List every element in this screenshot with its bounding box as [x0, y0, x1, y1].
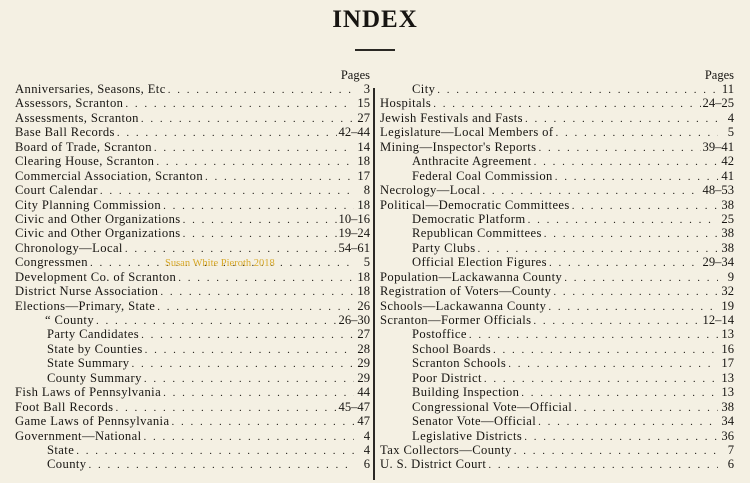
index-entry-page: 44 — [357, 385, 370, 400]
index-entry-label: Fish Laws of Pennsylvania — [15, 385, 162, 400]
index-entry-page: 42–44 — [338, 125, 370, 140]
index-entry-page: 26 — [357, 298, 370, 313]
index-entry — [380, 82, 734, 96]
index-entry — [15, 82, 370, 96]
index-entry-page: 6 — [727, 457, 734, 472]
dot-leader — [525, 112, 718, 126]
index-entry-page: 28 — [357, 341, 370, 356]
index-entry-page: 47 — [357, 414, 370, 429]
dot-leader — [125, 242, 337, 256]
dot-leader — [157, 300, 354, 314]
index-entry — [15, 299, 370, 313]
index-entry-label: State Summary — [47, 356, 130, 371]
index-entry-page: 13 — [721, 370, 734, 385]
index-entry — [380, 96, 734, 110]
index-entry-page: 9 — [727, 269, 734, 284]
index-entry — [15, 125, 370, 139]
index-entry-label: Party Clubs — [412, 240, 476, 255]
dot-leader — [533, 314, 700, 328]
dot-leader — [163, 386, 354, 400]
index-entry — [15, 226, 370, 240]
index-entry-label: Government—National — [15, 428, 142, 443]
dot-leader — [549, 256, 701, 270]
index-entry — [380, 270, 734, 284]
dot-leader — [144, 372, 354, 386]
dot-leader — [524, 430, 718, 444]
dot-leader — [141, 112, 354, 126]
index-entry — [380, 111, 734, 125]
dot-leader — [154, 141, 354, 155]
index-entry — [380, 125, 734, 139]
index-entry-page: 27 — [357, 327, 370, 342]
index-entry-label: Population—Lackawanna County — [380, 269, 563, 284]
index-entry-page: 54–61 — [338, 240, 370, 255]
index-entry-label: County — [47, 457, 87, 472]
index-entry — [380, 429, 734, 443]
dot-leader — [538, 415, 718, 429]
dot-leader — [478, 242, 718, 256]
index-entry — [380, 371, 734, 385]
index-entry — [380, 443, 734, 457]
index-entry — [15, 371, 370, 385]
pages-header-left: Pages — [340, 68, 370, 82]
index-entry — [15, 385, 370, 399]
dot-leader — [76, 444, 354, 458]
dot-leader — [437, 83, 718, 97]
index-entry-label: Legislature—Local Members of — [380, 125, 554, 140]
index-entry-page: 29–34 — [702, 255, 734, 270]
index-entry — [380, 299, 734, 313]
dot-leader — [493, 343, 718, 357]
dot-leader — [132, 357, 354, 371]
index-entry-label: Official Election Figures — [412, 255, 547, 270]
index-entry-label: Commercial Association, Scranton — [15, 168, 204, 183]
index-entry — [15, 429, 370, 443]
dot-leader — [96, 314, 336, 328]
index-entry — [380, 342, 734, 356]
dot-leader — [171, 415, 354, 429]
dot-leader — [482, 184, 700, 198]
index-entry — [15, 270, 370, 284]
index-entry — [380, 198, 734, 212]
dot-leader — [534, 155, 718, 169]
index-entry — [380, 226, 734, 240]
index-entry-page: 36 — [721, 428, 734, 443]
index-entry-label: Court Calendar — [15, 183, 98, 198]
index-entry-label: Chronology—Local — [15, 240, 123, 255]
index-entry-page: 4 — [727, 110, 734, 125]
index-entry — [15, 183, 370, 197]
column-divider — [373, 88, 375, 480]
index-entry-page: 4 — [363, 442, 370, 457]
index-entry-label: Foot Ball Records — [15, 399, 114, 414]
index-column-left — [15, 68, 370, 472]
index-entry — [15, 284, 370, 298]
index-entry-page: 10–16 — [338, 211, 370, 226]
index-entry-page: 41 — [721, 168, 734, 183]
dot-leader — [115, 401, 336, 415]
page-title: INDEX — [332, 6, 418, 33]
index-entry-page: 18 — [357, 284, 370, 299]
index-entry-page: 18 — [357, 197, 370, 212]
dot-leader — [156, 155, 354, 169]
index-entry-label: Poor District — [412, 370, 482, 385]
index-entry-label: Registration of Voters—County — [380, 284, 552, 299]
index-entry — [380, 284, 734, 298]
dot-leader — [555, 170, 718, 184]
index-entry-label: Civic and Other Organizations — [15, 226, 181, 241]
index-entry-page: 5 — [727, 125, 734, 140]
index-entry — [380, 356, 734, 370]
index-entry-page: 38 — [721, 226, 734, 241]
index-entry-page: 17 — [357, 168, 370, 183]
dot-leader — [484, 372, 718, 386]
dot-leader — [178, 271, 354, 285]
dot-leader — [145, 343, 354, 357]
dot-leader — [160, 285, 354, 299]
index-entry-page: 45–47 — [338, 399, 370, 414]
index-entry — [15, 241, 370, 255]
index-entry-page: 38 — [721, 240, 734, 255]
index-entry-page: 16 — [721, 341, 734, 356]
index-entry-page: 18 — [357, 154, 370, 169]
index-entry-label: Mining—Inspector's Reports — [380, 139, 537, 154]
dot-leader — [521, 386, 718, 400]
dot-leader — [508, 357, 718, 371]
index-entry-label: Schools—Lackawanna County — [380, 298, 547, 313]
index-entry-page: 13 — [721, 327, 734, 342]
index-entry-page: 19–24 — [338, 226, 370, 241]
index-entry-page: 15 — [357, 96, 370, 111]
index-entry-label: City — [412, 82, 436, 96]
index-entry-page: 18 — [357, 269, 370, 284]
index-entry — [15, 154, 370, 168]
index-entry — [380, 169, 734, 183]
index-entry-page: 5 — [363, 255, 370, 270]
index-entry — [380, 140, 734, 154]
index-entry-label: Assessors, Scranton — [15, 96, 124, 111]
index-entry-label: Base Ball Records — [15, 125, 115, 140]
index-entry-label: State — [47, 442, 75, 457]
dot-leader — [117, 126, 337, 140]
index-entry — [380, 400, 734, 414]
index-entry-label: Federal Coal Commission — [412, 168, 553, 183]
index-entry-label: Hospitals — [380, 96, 432, 111]
index-entry — [380, 212, 734, 226]
dot-leader — [548, 300, 718, 314]
index-entry-label: Senator Vote—Official — [412, 414, 537, 429]
index-entry-label: Tax Collectors—County — [380, 442, 512, 457]
dot-leader — [555, 126, 718, 140]
index-entry-page: 25 — [721, 211, 734, 226]
dot-leader — [538, 141, 700, 155]
index-entry-page: 34 — [721, 414, 734, 429]
dot-leader — [564, 271, 718, 285]
dot-leader — [125, 97, 354, 111]
index-entry-label: Postoffice — [412, 327, 467, 342]
index-entry-label: Congressional Vote—Official — [412, 399, 573, 414]
index-entry — [380, 183, 734, 197]
dot-leader — [183, 227, 337, 241]
index-entry — [380, 154, 734, 168]
index-entry-label: Development Co. of Scranton — [15, 269, 177, 284]
dot-leader — [469, 328, 718, 342]
index-entry — [15, 140, 370, 154]
index-entry-page: 3 — [363, 82, 370, 96]
index-entry-page: 7 — [727, 442, 734, 457]
index-entry-label: Legislative Districts — [412, 428, 523, 443]
dot-leader — [514, 444, 718, 458]
index-entry-page: 13 — [721, 385, 734, 400]
dot-leader — [488, 458, 718, 472]
index-entry-page: 4 — [363, 428, 370, 443]
index-entry-page: 38 — [721, 197, 734, 212]
dot-leader — [553, 285, 718, 299]
index-entry — [15, 198, 370, 212]
entries-right — [380, 82, 734, 472]
index-entry-label: “ County — [45, 313, 95, 327]
index-entry-page: 8 — [363, 183, 370, 198]
index-entry — [15, 327, 370, 341]
index-entry-page: 6 — [363, 457, 370, 472]
index-entry-label: Anniversaries, Seasons, Etc — [15, 82, 166, 96]
watermark-text: Susan White Pieroth 2018 — [165, 258, 275, 269]
index-entry-label: Civic and Other Organizations — [15, 211, 181, 226]
index-entry-label: Scranton—Former Officials — [380, 313, 532, 327]
dot-leader — [572, 199, 718, 213]
index-entry-label: Building Inspection — [412, 385, 520, 400]
index-entry-page: 27 — [357, 110, 370, 125]
pages-header-right: Pages — [704, 68, 734, 82]
index-entry — [15, 169, 370, 183]
dot-leader — [163, 199, 354, 213]
dot-leader — [100, 184, 354, 198]
dot-leader — [89, 458, 355, 472]
index-entry-page: 11 — [721, 82, 734, 96]
index-entry — [380, 385, 734, 399]
index-entry — [15, 443, 370, 457]
index-entry — [380, 457, 734, 471]
index-entry-label: Necrology—Local — [380, 183, 481, 198]
index-entry-page: 29 — [357, 370, 370, 385]
index-entry — [15, 457, 370, 471]
index-entry-label: State by Counties — [47, 341, 143, 356]
dot-leader — [168, 83, 354, 97]
dot-leader — [574, 401, 718, 415]
dot-leader — [433, 97, 700, 111]
index-entry-page: 14 — [357, 139, 370, 154]
dot-leader — [141, 328, 354, 342]
index-entry-page: 38 — [721, 399, 734, 414]
index-entry — [15, 414, 370, 428]
index-entry-label: Democratic Platform — [412, 211, 526, 226]
index-entry-label: District Nurse Association — [15, 284, 159, 299]
dot-leader — [528, 213, 718, 227]
index-entry-label: Assessments, Scranton — [15, 110, 139, 125]
dot-leader — [544, 227, 718, 241]
index-entry-label: Party Candidates — [47, 327, 140, 342]
index-entry — [15, 400, 370, 414]
index-column-right — [380, 68, 734, 472]
index-entry-page: 42 — [721, 154, 734, 169]
index-entry-label: Scranton Schools — [412, 356, 507, 371]
index-entry-page: 29 — [357, 356, 370, 371]
index-entry-label: School Boards — [412, 341, 492, 356]
index-entry — [380, 327, 734, 341]
index-entry-label: Congressmen — [15, 255, 88, 270]
index-entry-label: Board of Trade, Scranton — [15, 139, 152, 154]
index-entry-label: City Planning Commission — [15, 197, 162, 212]
dot-leader — [144, 430, 354, 444]
index-entry-page: 32 — [721, 284, 734, 299]
index-entry-page: 48–53 — [702, 183, 734, 198]
index-entry-page: 12–14 — [702, 313, 734, 327]
dot-leader — [205, 170, 354, 184]
index-entry — [15, 212, 370, 226]
index-entry-label: Anthracite Agreement — [412, 154, 532, 169]
index-entry — [380, 414, 734, 428]
index-entry — [15, 313, 370, 327]
index-entry — [15, 342, 370, 356]
index-entry — [15, 96, 370, 110]
index-entry — [15, 111, 370, 125]
index-entry-label: Elections—Primary, State — [15, 298, 156, 313]
index-entry — [380, 255, 734, 269]
index-entry-label: U. S. District Court — [380, 457, 487, 472]
index-entry-page: 17 — [721, 356, 734, 371]
index-entry-page: 24–25 — [702, 96, 734, 111]
index-entry — [15, 356, 370, 370]
index-entry-label: Game Laws of Pennsylvania — [15, 414, 170, 429]
index-entry-page: 39–41 — [702, 139, 734, 154]
index-entry-label: Political—Democratic Committees — [380, 197, 570, 212]
index-entry — [380, 313, 734, 327]
index-entry-label: County Summary — [47, 370, 142, 385]
index-entry-label: Republican Committees — [412, 226, 542, 241]
entries-left — [15, 82, 370, 472]
index-entry-page: 26–30 — [338, 313, 370, 327]
dot-leader — [183, 213, 337, 227]
index-entry — [380, 241, 734, 255]
index-entry-page: 19 — [721, 298, 734, 313]
index-entry-label: Jewish Festivals and Fasts — [380, 110, 523, 125]
title-rule — [355, 49, 395, 51]
index-entry-label: Clearing House, Scranton — [15, 154, 155, 169]
